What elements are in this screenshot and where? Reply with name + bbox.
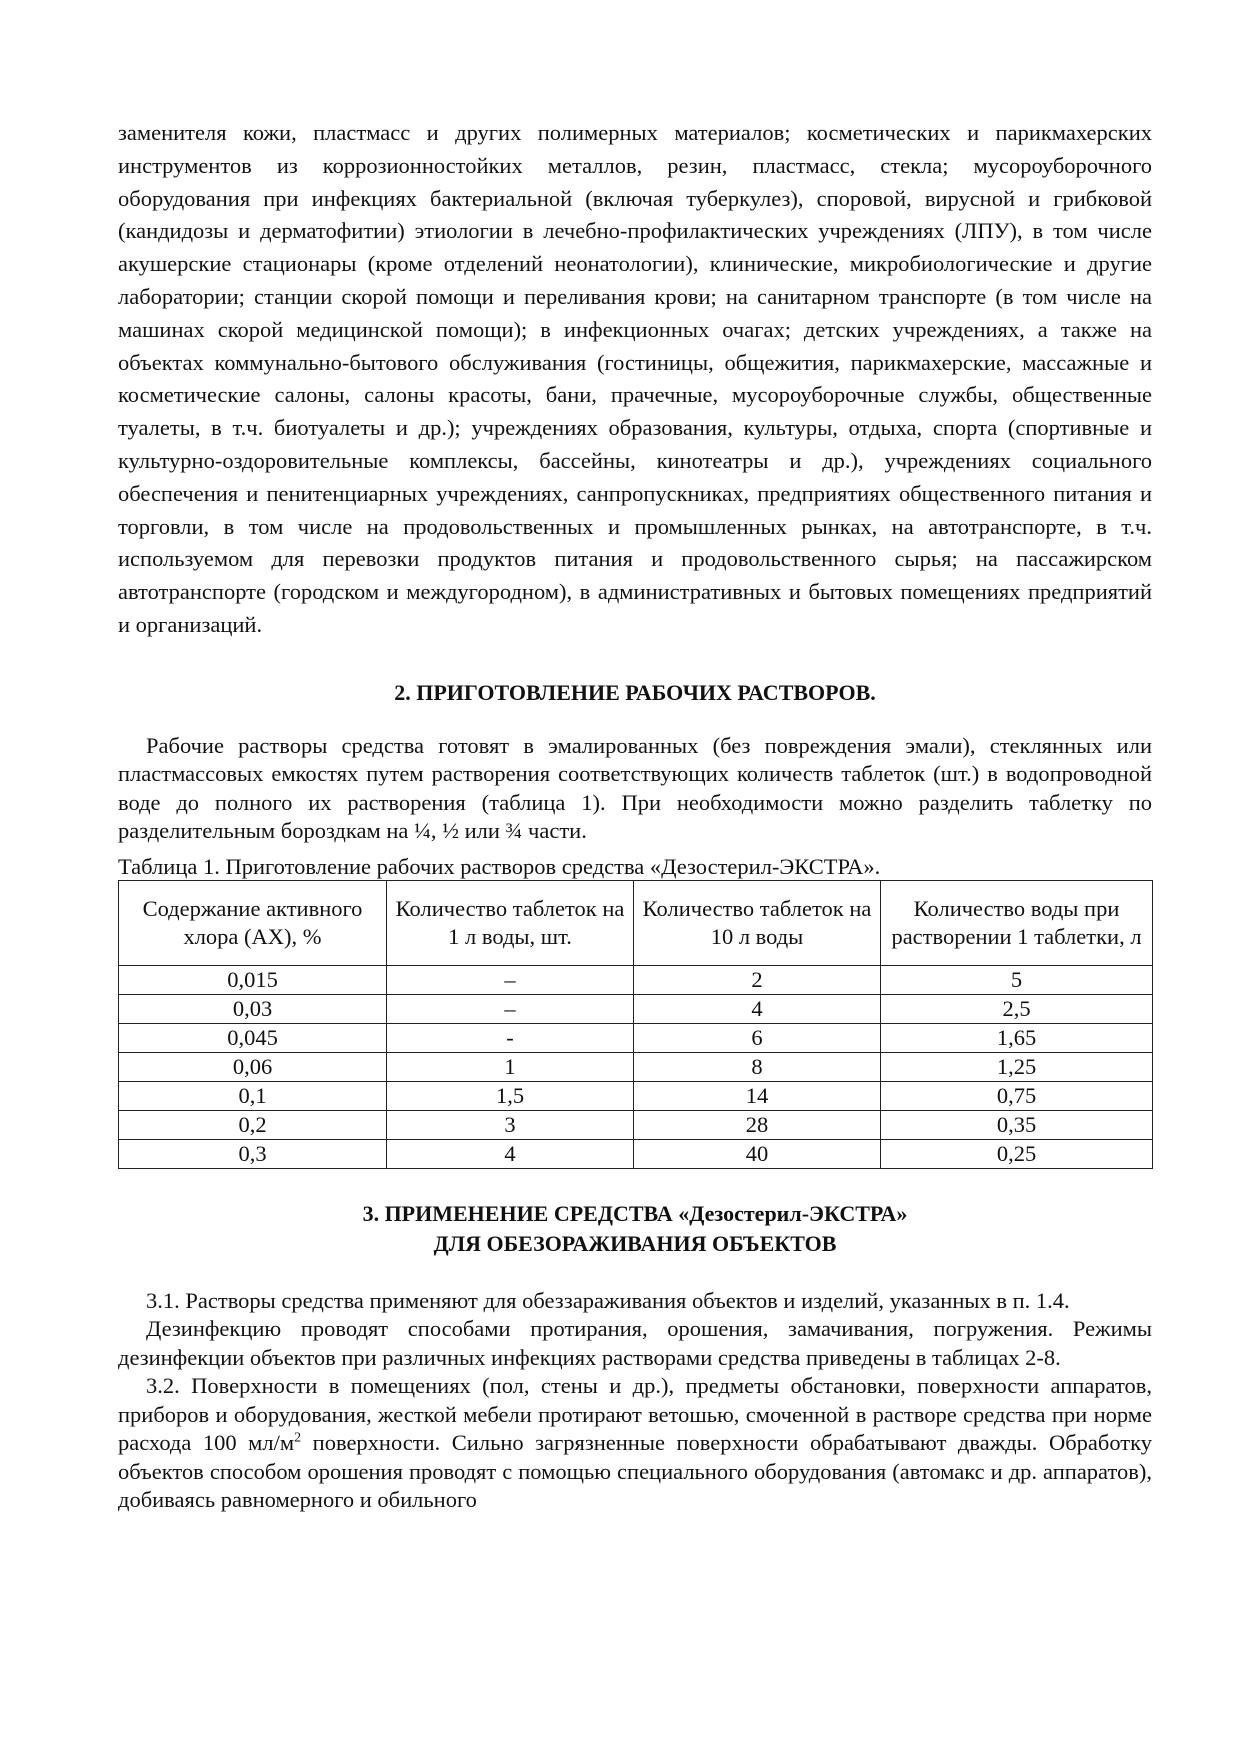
cell: 1,25 bbox=[881, 1052, 1153, 1081]
cell: 0,045 bbox=[119, 1023, 387, 1052]
cell: 0,3 bbox=[119, 1139, 387, 1168]
intro-paragraph: заменителя кожи, пластмасс и других полимерных материалов; косметических и парикмахерских инструментов из коррозионностойких металлов, резин, пластмасс, стекла; мусороуборочного оборудования при инфекциях бактериальной (включая туберкулез), споровой, вирусной и грибковой (кандидозы и дерматофитии) этиологии в лечебно-профилактических учреждениях (ЛПУ), в том числе акушерские стационары (кроме отделений неонатологии), клинические, микробиологические и другие лаборатории; станции скорой помощи и переливания крови; на санитарном транспорте (в том числе на машинах скорой медицинской помощи); в инфекционных очагах; детских учреждениях, а также на объектах коммунально-бытового обслуживания (гостиницы, общежития, парикмахерские, массажные и косметические салоны, салоны красоты, бани, прачечные, мусороуборочные службы, общественные туалеты, в т.ч. биотуалеты и др.); учреждениях образования, культуры, отдыха, спорта (спортивные и культурно-оздоровительные комплексы, бассейны, кинотеатры и др.), учреждениях социального обеспечения и пенитенциарных учреждениях, санпропускниках, предприятиях общественного питания и торговли, в том числе на продовольственных и промышленных рынках, на автотранспорте, в т.ч. используемом для перевозки продуктов питания и продовольственного сырья; на пассажирском автотранспорте (городском и междугородном), в административных и бытовых помещениях предприятий и организаций. bbox=[118, 120, 1152, 637]
cell: 8 bbox=[634, 1052, 881, 1081]
header-water-per-tablet: Количество воды при растворении 1 таблетки, л bbox=[881, 880, 1153, 965]
table-row bbox=[119, 1052, 1153, 1081]
table-header-row bbox=[119, 880, 1153, 965]
cell: 0,06 bbox=[119, 1052, 387, 1081]
paragraph-3-2-text-b: поверхности. Сильно загрязненные поверхности обрабатывают дважды. Обработку объектов способом орошения проводят с помощью специального оборудования (автомакс и др. аппаратов), добиваясь равномерного и обильного bbox=[118, 1430, 1152, 1513]
paragraph-3-2-text-a: 3.2. Поверхности в помещениях (пол, стены и др.), предметы обстановки, поверхности аппаратов, приборов и оборудования, жесткой мебели протирают ветошью, смоченной в растворе средства при норме расхода 100 мл/м bbox=[118, 1373, 1152, 1456]
cell: 0,35 bbox=[881, 1110, 1153, 1139]
cell: – bbox=[387, 965, 634, 994]
section-3-heading bbox=[118, 1199, 1152, 1259]
paragraph-3-1: 3.1. Растворы средства применяют для обеззараживания объектов и изделий, указанных в п. 1.4. bbox=[146, 1287, 1070, 1313]
cell: 2,5 bbox=[881, 994, 1153, 1023]
cell: 4 bbox=[634, 994, 881, 1023]
table-row bbox=[119, 965, 1153, 994]
table-1 bbox=[118, 880, 1153, 1169]
section-3-heading-line-1: 3. ПРИМЕНЕНИЕ СРЕДСТВА «Дезостерил-ЭКСТРА» bbox=[362, 1200, 908, 1226]
cell: 0,25 bbox=[881, 1139, 1153, 1168]
cell: 6 bbox=[634, 1023, 881, 1052]
cell: - bbox=[387, 1023, 634, 1052]
cell: 0,1 bbox=[119, 1081, 387, 1110]
cell: 1 bbox=[387, 1052, 634, 1081]
cell: 28 bbox=[634, 1110, 881, 1139]
table-row bbox=[119, 1110, 1153, 1139]
document-page bbox=[118, 117, 1152, 1515]
table-row bbox=[119, 1139, 1153, 1168]
cell: 0,03 bbox=[119, 994, 387, 1023]
cell: 1,65 bbox=[881, 1023, 1153, 1052]
cell: 0,015 bbox=[119, 965, 387, 994]
header-tablets-per-10l: Количество таблеток на 10 л воды bbox=[634, 880, 881, 965]
cell: 1,5 bbox=[387, 1081, 634, 1110]
section-2-paragraph: Рабочие растворы средства готовят в эмалированных (без повреждения эмали), стеклянных или пластмассовых емкостях путем растворения соответствующих количеств таблеток (шт.) в водопроводной воде до полного их растворения (таблица 1). При необходимости можно разделить таблетку по разделительным бороздкам на ¼, ½ или ¾ части. bbox=[118, 732, 1152, 844]
header-tablets-per-1l: Количество таблеток на 1 л воды, шт. bbox=[387, 880, 634, 965]
table-1-caption: Таблица 1. Приготовление рабочих растворов средства «Дезостерил-ЭКСТРА». bbox=[118, 853, 881, 879]
cell: 2 bbox=[634, 965, 881, 994]
section-3-heading-line-2: ДЛЯ ОБЕЗОРАЖИВАНИЯ ОБЪЕКТОВ bbox=[433, 1230, 837, 1256]
section-2-heading: 2. ПРИГОТОВЛЕНИЕ РАБОЧИХ РАСТВОРОВ. bbox=[394, 679, 876, 705]
header-active-chlorine: Содержание активного хлора (АХ), % bbox=[119, 880, 387, 965]
cell: 0,2 bbox=[119, 1110, 387, 1139]
table-row bbox=[119, 1023, 1153, 1052]
paragraph-3-1-disinfection: Дезинфекцию проводят способами протирания, орошения, замачивания, погружения. Режимы дезинфекции объектов при различных инфекциях растворами средства приведены в таблицах 2-8. bbox=[118, 1316, 1152, 1370]
paragraph-3-2 bbox=[118, 1372, 1152, 1515]
table-row bbox=[119, 994, 1153, 1023]
cell: 4 bbox=[387, 1139, 634, 1168]
cell: 5 bbox=[881, 965, 1153, 994]
cell: – bbox=[387, 994, 634, 1023]
cell: 40 bbox=[634, 1139, 881, 1168]
cell: 14 bbox=[634, 1081, 881, 1110]
cell: 0,75 bbox=[881, 1081, 1153, 1110]
cell: 3 bbox=[387, 1110, 634, 1139]
superscript-2: 2 bbox=[294, 1430, 302, 1446]
table-row bbox=[119, 1081, 1153, 1110]
